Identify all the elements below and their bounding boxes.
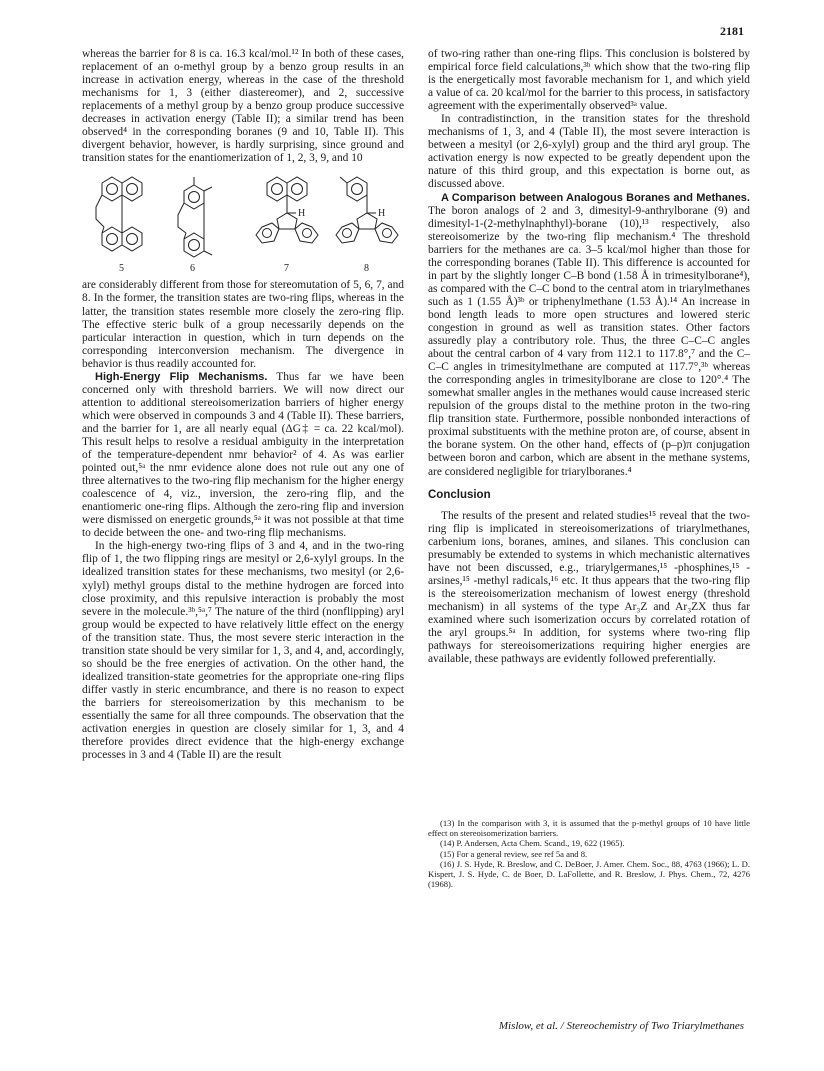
footnotes bbox=[428, 818, 750, 889]
structure-label-5: 5 bbox=[119, 263, 124, 275]
structure-8-drawing bbox=[336, 177, 398, 243]
structure-6-drawing bbox=[178, 177, 212, 257]
chemical-structures-figure bbox=[82, 171, 404, 275]
structure-7-h-label: H bbox=[298, 208, 306, 220]
footnote: (13) In the comparison with 3, it is assumed that the p-methyl groups of 10 have little effect on stereoisomerization barriers. bbox=[428, 818, 750, 839]
right-column bbox=[428, 48, 750, 666]
paragraph-text: The boron analogs of 2 and 3, dimesityl-9-anthrylborane (9) and dimesityl-1-(2-methylnaphthyl)-borane (10),¹³ respectively, also stereoisomerize by the two-ring flip mechanism.⁴ The threshold barriers for the methanes are ca. 3–5 kcal/mol higher than those for the corresponding boranes (Table II). This difference is accounted for in part by the slightly longer C–B bond (1.58 Å in trimesitylborane⁴), as compared with the C–C bond to the central atom in triarylmethanes such as 1 (1.55 Å)³ᵇ or triphenylmethane (1.53 Å).¹⁴ An increase in bond length leads to more open structures and lowered steric congestion in ground as well as transition states. Other factors assuredly play a contributory role. Thus, the three C–C–C angles about the central carbon of 4 vary from 112.1 to 117.8°,⁷ and the C–C–C angles in trimesitylmethane are computed at 117.7°,³ᵇ whereas the corresponding angles in trimesitylborane are close to 120°.⁴ The somewhat smaller angles in the methanes would cause increased steric repulsion of the groups distal to the methine proton in the two-ring flip transition state. Furthermore, possible nonbonded interactions of proximal substituents with the methine proton are, of course, absent in the borane system. On the other hand, effects of (p–p)π conjugation between boron and carbon, which are absent in the methane systems, are considered negligible for triarylboranes.⁴ bbox=[428, 204, 750, 478]
footnote: (14) P. Andersen, Acta Chem. Scand., 19, 622 (1965). bbox=[440, 838, 625, 849]
paragraph: whereas the barrier for 8 is ca. 16.3 kcal/mol.¹² In both of these cases, replacement of an o-methyl group by a benzo group results in an increase in activation energy, whereas in the case of the threshold mechanisms for 1, 3 (either diastereomer), and 2, successive replacements of a methyl group by a benzo group produce successive decreases in activation energy (Table II); a similar trend has been observed⁴ in the corresponding boranes (9 and 10, Table II). This divergent behavior, however, is hardly surprising, since ground and transition states for the enantiomerization of 1, 2, 3, 9, and 10 bbox=[82, 48, 404, 165]
footnote: (15) For a general review, see ref 5a and 8. bbox=[440, 848, 588, 859]
structure-label-7: 7 bbox=[284, 263, 289, 275]
paragraph bbox=[428, 192, 750, 479]
paragraph: are considerably different from those for stereomutation of 5, 6, 7, and 8. In the former, the transition states are two-ring flips, whereas in the latter, the transition states resemble more closely the zero-ring flip. The effective steric bulk of a group necessarily depends on the particular interaction in question, which in turn depends on the corresponding interconversion mechanism. The divergence in behavior is thus readily accounted for. bbox=[82, 279, 404, 370]
paragraph: In contradistinction, in the transition states for the threshold mechanisms of 1, 3, and 4 (Table II), the most severe interaction is between a mesityl (or 2,6-xylyl) group and the third aryl group. The activation energy is now expected to be greatly dependent upon the nature of this third group, and this expectation is borne out, as discussed above. bbox=[428, 113, 750, 191]
run-in-heading: High-Energy Flip Mechanisms. bbox=[95, 370, 268, 383]
paragraph: The results of the present and related studies¹⁵ reveal that the two-ring flip is implicated in stereoisomerizations of triarylmethanes, carbenium ions, boranes, amines, and silanes. This conclusion can presumably be extended to systems in which mechanistic alternatives have not been discussed, e.g., triarylgermanes,¹⁵ -phosphines,¹⁵ -arsines,¹⁵ -methyl radicals,¹⁶ etc. It thus appears that the two-ring flip is the stereoisomerization mechanism of lowest energy (threshold mechanism) in all systems of the type Ar₃Z and Ar₃ZX thus far examined where such isomerization occurs by correlated rotation of the aryl groups.⁵ᵃ In addition, for systems where two-ring flip pathways for stereoisomerizations requiring higher energies are available, these pathways are evidently followed preferentially. bbox=[428, 509, 750, 666]
structure-7-drawing bbox=[256, 177, 318, 243]
paragraph-text: Thus far we have been concerned only with threshold barriers. We will now direct our attention to additional stereoisomerization barriers of higher energy which were observed in compounds 3 and 4 (Table II). These barriers, and the barrier for 1, are all nearly equal (ΔG‡ = ca. 22 kcal/mol). This result helps to resolve a residual ambiguity in the interpretation of the temperature-dependent nmr behavior² of 4. As was earlier pointed out,⁵ᵃ the nmr evidence alone does not rule out any one of three alternatives to the two-ring flip mechanism for the higher energy coalescence of 4, viz., inversion, the zero-ring flip, and the enantiomeric one-ring flips. Although the zero-ring flip and inversion were dismissed on energetic grounds,⁵ᵃ it was not possible at that time to decide between the one- and two-ring flip mechanisms. bbox=[82, 370, 404, 540]
run-in-heading: A Comparison between Analogous Boranes and Methanes. bbox=[441, 191, 750, 204]
structure-label-8: 8 bbox=[364, 263, 369, 275]
paragraph: of two-ring rather than one-ring flips. This conclusion is bolstered by empirical force field calculations,³ᵇ which show that the two-ring flip is the energetically most favorable mechanism for 1, and which yield a value of ca. 20 kcal/mol for the barrier to this process, in satisfactory agreement with the experimentally observed³ᵃ value. bbox=[428, 48, 750, 113]
left-column bbox=[82, 48, 404, 762]
running-footer: Mislow, et al. / Stereochemistry of Two Triarylmethanes bbox=[498, 1020, 744, 1032]
structures-svg bbox=[82, 171, 404, 275]
structure-5-drawing bbox=[96, 177, 142, 251]
structure-label-6: 6 bbox=[190, 263, 195, 275]
paragraph: In the high-energy two-ring flips of 3 and 4, and in the two-ring flip of 1, the two flipping rings are mesityl or 2,6-xylyl groups. In the idealized transition states for these mechanisms, two mesityl (or 2,6-xylyl) methyl groups distal to the methine hydrogen are forced into close proximity, and this repulsive interaction is probably the most severe in the molecule.³ᵇ,⁵ᵃ,⁷ The nature of the third (nonflipping) aryl group would be expected to have relatively little effect on the energy of the transition state. Thus, the most severe steric interaction in the transition state should be very similar for 1, 3, and 4, and, accordingly, so should be the free energies of activation. On the other hand, the idealized transition-state geometries for the appropriate one-ring flips differ vastly in steric encumbrance, and there is no reason to expect the barriers for stereoisomerization by this mechanism to be essentially the same for all three compounds. The observation that the activation energies in question are closely similar for 1, 3, and 4 therefore provides direct evidence that the high-energy exchange processes in 3 and 4 (Table II) are the result bbox=[82, 540, 404, 762]
section-heading: Conclusion bbox=[428, 488, 491, 501]
paragraph bbox=[82, 371, 404, 541]
page-number: 2181 bbox=[720, 24, 744, 38]
structure-8-h-label: H bbox=[378, 208, 386, 220]
footnote: (16) J. S. Hyde, R. Breslow, and C. DeBoer, J. Amer. Chem. Soc., 88, 4763 (1966); L. D. Kispert, J. S. Hyde, C. de Boer, D. LaFollette, and R. Breslow, J. Phys. Chem., 72, 4276 (1968). bbox=[428, 858, 750, 890]
